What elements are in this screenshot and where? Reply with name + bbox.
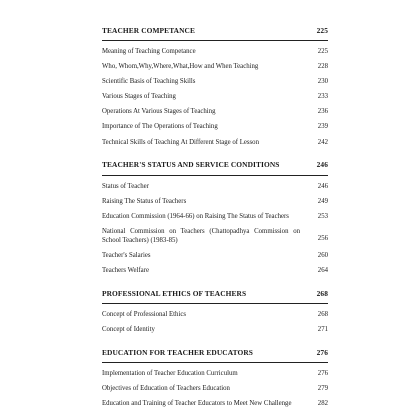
section-heading (102, 20, 328, 41)
entry-title: Status of Teacher (102, 182, 149, 190)
section-entries (102, 310, 328, 334)
section-entries (102, 182, 328, 275)
section-title: PROFESSIONAL ETHICS OF TEACHERS (102, 288, 247, 298)
entry-page-number: 242 (317, 138, 328, 146)
entry-title: Scientific Basis of Teaching Skills (102, 78, 196, 86)
toc-entry (102, 92, 328, 101)
toc-entry (102, 122, 328, 131)
section-entries (102, 47, 328, 147)
entry-page-number: 228 (317, 63, 328, 71)
entry-title: Implementation of Teacher Education Curriculum (102, 370, 238, 378)
toc-entry (102, 399, 328, 408)
entry-title: Education Commission (1964-66) on Raising The Status of Teachers (102, 212, 289, 220)
section-title: TEACHER'S STATUS AND SERVICE CONDITIONS (102, 160, 280, 170)
entry-page-number: 282 (317, 400, 328, 408)
entry-page-number: 279 (317, 385, 328, 393)
section-page-number: 268 (316, 288, 328, 298)
toc-entry (102, 212, 328, 221)
entry-page-number: 268 (317, 311, 328, 319)
toc-entry (102, 107, 328, 116)
table-of-contents (102, 20, 328, 416)
toc-entry (102, 77, 328, 86)
entry-title: Meaning of Teaching Competance (102, 48, 196, 55)
entry-title: Education and Training of Teacher Educators to Meet New Challenge (102, 400, 292, 408)
section-heading (102, 283, 328, 304)
entry-title: Objectives of Education of Teachers Education (102, 385, 230, 393)
entry-page-number: 276 (317, 370, 328, 378)
toc-entry (102, 47, 328, 56)
entry-title: Who, Whom,Why,Where,What,How and When Teaching (102, 63, 259, 71)
toc-entry (102, 62, 328, 71)
toc-entry (102, 227, 328, 245)
entry-title: Concept of Identity (102, 326, 155, 334)
toc-entry (102, 384, 328, 393)
entry-page-number: 260 (317, 251, 328, 259)
section-entries (102, 369, 328, 408)
entry-title: Operations At Various Stages of Teaching (102, 108, 216, 116)
toc-entry (102, 251, 328, 260)
entry-page-number: 236 (317, 108, 328, 116)
entry-title: Concept of Professional Ethics (102, 311, 187, 319)
entry-page-number: 271 (317, 326, 328, 334)
entry-page-number: 253 (317, 212, 328, 220)
toc-entry (102, 310, 328, 319)
entry-page-number: 246 (317, 182, 328, 190)
section-heading (102, 155, 328, 176)
entry-page-number: 256 (317, 234, 328, 242)
entry-title: Technical Skills of Teaching At Different Stage of Lesson (102, 138, 259, 146)
entry-title: Various Stages of Teaching (102, 93, 176, 101)
section-page-number: 225 (316, 25, 328, 35)
toc-entry (102, 325, 328, 334)
entry-page-number: 264 (317, 267, 328, 275)
toc-entry (102, 197, 328, 206)
entry-page-number: 225 (317, 48, 328, 55)
entry-title: Importance of The Operations of Teaching (102, 123, 218, 131)
entry-page-number: 233 (317, 93, 328, 101)
section-heading (102, 342, 328, 363)
section-page-number: 246 (316, 160, 328, 170)
toc-entry (102, 182, 328, 191)
section-page-number: 276 (316, 347, 328, 357)
entry-page-number: 230 (317, 78, 328, 86)
entry-title: Raising The Status of Teachers (102, 197, 187, 205)
entry-title: National Commission on Teachers (Chattopadhya Commission on School Teachers) (1983-85) (102, 227, 300, 244)
toc-entry (102, 266, 328, 275)
section-title: TEACHER COMPETANCE (102, 25, 196, 35)
toc-entry (102, 138, 328, 147)
toc-entry (102, 369, 328, 378)
entry-page-number: 249 (317, 197, 328, 205)
entry-title: Teacher's Salaries (102, 251, 151, 259)
entry-page-number: 239 (317, 123, 328, 131)
entry-title: Teachers Welfare (102, 267, 149, 275)
section-title: EDUCATION FOR TEACHER EDUCATORS (102, 347, 254, 357)
